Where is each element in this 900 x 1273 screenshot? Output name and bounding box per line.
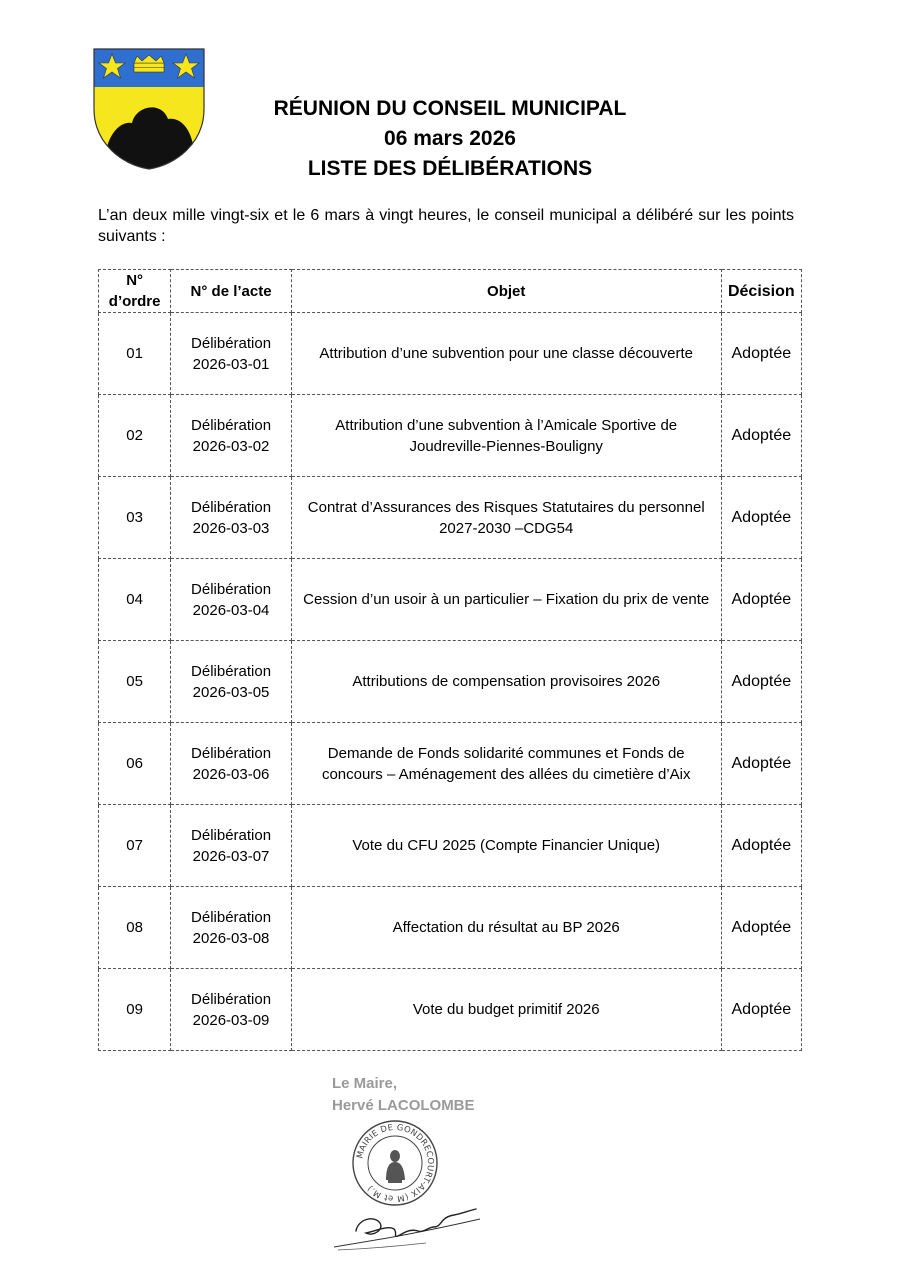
cell-ordre: 03 — [99, 477, 171, 559]
cell-ordre: 02 — [99, 395, 171, 477]
acte-type: Délibération — [191, 580, 272, 598]
cell-acte — [171, 805, 292, 887]
acte-number: 2026-03-08 — [192, 929, 270, 947]
acte-type: Délibération — [191, 744, 272, 762]
table-row — [99, 395, 802, 477]
acte-type: Délibération — [191, 826, 272, 844]
acte-number: 2026-03-01 — [192, 355, 270, 373]
cell-acte — [171, 559, 292, 641]
cell-ordre: 04 — [99, 559, 171, 641]
acte-type: Délibération — [191, 416, 272, 434]
cell-objet: Attribution d’une subvention pour une classe découverte — [291, 313, 721, 395]
cell-acte — [171, 887, 292, 969]
signature-block — [332, 1073, 475, 1117]
cell-ordre: 06 — [99, 723, 171, 805]
header-acte: N° de l’acte — [171, 270, 292, 313]
mayor-role: Le Maire, — [332, 1075, 398, 1092]
title-date: 06 mars 2026 — [384, 127, 516, 150]
mayor-name: Hervé LACOLOMBE — [332, 1097, 475, 1114]
cell-objet: Affectation du résultat au BP 2026 — [291, 887, 721, 969]
acte-number: 2026-03-03 — [192, 519, 270, 537]
header-decision: Décision — [721, 270, 801, 313]
cell-objet: Vote du budget primitif 2026 — [291, 969, 721, 1051]
cell-decision: Adoptée — [721, 313, 801, 395]
acte-number: 2026-03-05 — [192, 683, 270, 701]
cell-acte — [171, 969, 292, 1051]
acte-type: Délibération — [191, 498, 272, 516]
cell-decision: Adoptée — [721, 641, 801, 723]
cell-acte — [171, 395, 292, 477]
deliberations-table — [98, 269, 802, 1051]
cell-decision: Adoptée — [721, 887, 801, 969]
table-row — [99, 805, 802, 887]
cell-decision: Adoptée — [721, 805, 801, 887]
cell-decision: Adoptée — [721, 969, 801, 1051]
cell-objet: Vote du CFU 2025 (Compte Financier Unique) — [291, 805, 721, 887]
header-ordre: N° d’ordre — [99, 270, 171, 313]
cell-acte — [171, 313, 292, 395]
cell-ordre: 07 — [99, 805, 171, 887]
cell-ordre: 09 — [99, 969, 171, 1051]
table-row — [99, 641, 802, 723]
table-row — [99, 969, 802, 1051]
header-objet: Objet — [291, 270, 721, 313]
cell-ordre: 05 — [99, 641, 171, 723]
official-stamp-icon — [350, 1118, 440, 1208]
cell-decision: Adoptée — [721, 395, 801, 477]
cell-acte — [171, 641, 292, 723]
acte-type: Délibération — [191, 334, 272, 352]
cell-objet: Attributions de compensation provisoires 2026 — [291, 641, 721, 723]
cell-acte — [171, 723, 292, 805]
acte-type: Délibération — [191, 908, 272, 926]
acte-type: Délibération — [191, 662, 272, 680]
table-row — [99, 887, 802, 969]
table-row — [99, 477, 802, 559]
table-row — [99, 723, 802, 805]
title-meeting: RÉUNION DU CONSEIL MUNICIPAL — [273, 97, 627, 120]
crown-icon — [134, 55, 164, 72]
acte-number: 2026-03-02 — [192, 437, 270, 455]
acte-number: 2026-03-04 — [192, 601, 270, 619]
cell-decision: Adoptée — [721, 723, 801, 805]
cell-objet: Attribution d’une subvention à l’Amicale Sportive de Joudreville-Piennes-Bouligny — [291, 395, 721, 477]
table-header-row — [99, 270, 802, 313]
cell-decision: Adoptée — [721, 559, 801, 641]
cell-acte — [171, 477, 292, 559]
cell-ordre: 08 — [99, 887, 171, 969]
acte-number: 2026-03-06 — [192, 765, 270, 783]
acte-type: Délibération — [191, 990, 272, 1008]
table-row — [99, 313, 802, 395]
document-title — [0, 94, 900, 184]
handwritten-signature — [330, 1205, 485, 1253]
cell-ordre: 01 — [99, 313, 171, 395]
cell-objet: Cession d’un usoir à un particulier – Fixation du prix de vente — [291, 559, 721, 641]
title-list: LISTE DES DÉLIBÉRATIONS — [307, 157, 593, 180]
intro-paragraph: L’an deux mille vingt-six et le 6 mars à vingt heures, le conseil municipal a délibéré sur les points suivants : — [98, 207, 794, 245]
acte-number: 2026-03-07 — [192, 847, 270, 865]
acte-number: 2026-03-09 — [192, 1011, 270, 1029]
cell-decision: Adoptée — [721, 477, 801, 559]
cell-objet: Demande de Fonds solidarité communes et Fonds de concours – Aménagement des allées du cimetière d’Aix — [291, 723, 721, 805]
table-row — [99, 559, 802, 641]
cell-objet: Contrat d’Assurances des Risques Statutaires du personnel 2027-2030 –CDG54 — [291, 477, 721, 559]
stamp-text: MAIRIE DE GONDRECOURT-AIX (M et M.) — [354, 1121, 437, 1205]
